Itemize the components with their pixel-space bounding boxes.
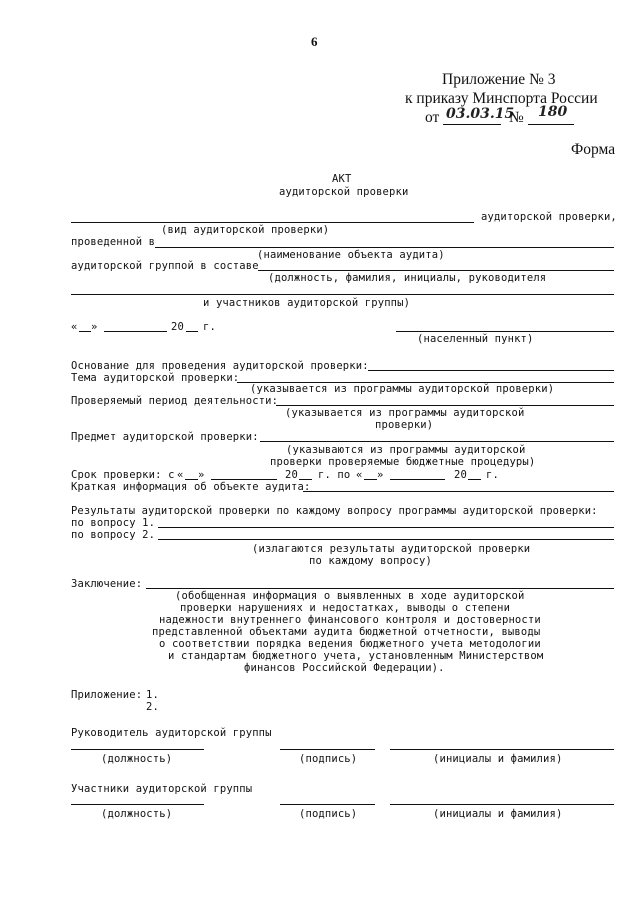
basis-label: Основание для проведения аудиторской проверки: (71, 360, 369, 372)
term-end-year-prefix: 20 (454, 469, 467, 481)
object-name-line (155, 247, 614, 248)
date-close-quote: » (91, 321, 98, 333)
audit-check-suffix: аудиторской проверки, (481, 211, 617, 223)
participants-position-line (71, 804, 204, 805)
conclusion-line (146, 588, 614, 589)
leader-position-line (71, 749, 204, 750)
term-to-label: г. по (318, 469, 351, 481)
date-year-suffix: г. (203, 321, 216, 333)
conclusion-caption-4: представленной объектами аудита бюджетной отчетности, выводы (152, 626, 541, 638)
conducted-in-label: проведенной в (71, 236, 156, 248)
leader-signature-caption: (подпись) (299, 753, 358, 765)
object-name-caption: (наименование объекта аудита) (257, 249, 445, 261)
topic-label: Тема аудиторской проверки: (71, 372, 240, 384)
results-caption-1: (излагаются результаты аудиторской проверки (252, 543, 531, 555)
form-label: Форма (571, 141, 616, 158)
participants-line (71, 294, 614, 295)
participants-name-line (390, 804, 614, 805)
conclusion-caption-3: надежности внутреннего финансового контроля и достоверности (159, 614, 541, 626)
conclusion-label: Заключение: (71, 578, 143, 590)
date-open-quote: « (71, 321, 78, 333)
leader-name-line (390, 749, 614, 750)
date-year-prefix: 20 (171, 321, 184, 333)
participants-name-caption: (инициалы и фамилия) (433, 808, 563, 820)
brief-info-label: Краткая информация об объекте аудита: (71, 481, 311, 493)
term-start-open-quote: « (177, 469, 184, 481)
order-number-line (528, 124, 574, 125)
group-composition-label: аудиторской группой в составе (71, 260, 259, 272)
participants-signature-caption: (подпись) (299, 808, 358, 820)
period-caption-1: (указывается из программы аудиторской (285, 407, 525, 419)
date-day-line (79, 331, 91, 332)
conclusion-caption-5: о соответствии порядка ведения бюджетного учета методологии (159, 638, 541, 650)
question-1-line (158, 527, 614, 528)
order-number-handwritten: 180 (538, 104, 568, 120)
results-caption-2: по каждому вопросу) (309, 555, 432, 567)
attachment-2: 2. (146, 701, 159, 713)
term-label: Срок проверки: с (71, 469, 175, 481)
act-title: АКТ (332, 173, 352, 185)
participants-signature-line (280, 804, 375, 805)
subject-line (260, 441, 614, 442)
basis-line (368, 370, 614, 371)
leader-position-caption: (должность) (101, 753, 173, 765)
attachment-label: Приложение: (71, 689, 143, 701)
brief-info-line (303, 491, 614, 492)
order-date-handwritten: 03.03.15 (446, 106, 515, 122)
question-1-label: по вопросу 1. (71, 517, 156, 529)
leader-signature-line (280, 749, 375, 750)
conclusion-caption-2: проверки нарушениях и недостатках, выводы о степени (180, 602, 511, 614)
subject-caption-1: (указываются из программы аудиторской (286, 444, 526, 456)
term-start-year-line (299, 479, 312, 480)
audit-type-caption: (вид аудиторской проверки) (161, 224, 330, 236)
conclusion-caption-1: (обобщенная информация о выявленных в ходе аудиторской (175, 590, 525, 602)
conclusion-caption-6: и стандартам бюджетного учета, установленным Министерством (168, 650, 544, 662)
attachment-1: 1. (146, 689, 159, 701)
term-start-day-line (185, 479, 198, 480)
term-end-open-quote: « (356, 469, 363, 481)
leader-caption: (должность, фамилия, инициалы, руководителя (268, 272, 547, 284)
term-end-month-line (390, 479, 445, 480)
term-end-close-quote: » (377, 469, 384, 481)
term-end-day-line (364, 479, 377, 480)
order-reference: к приказу Минспорта России (405, 90, 598, 107)
topic-caption: (указывается из программы аудиторской проверки) (250, 383, 555, 395)
order-number-prefix: № (509, 109, 524, 126)
period-caption-2: проверки) (375, 419, 434, 431)
question-2-line (158, 539, 614, 540)
order-date-prefix: от (425, 109, 440, 126)
participants-position-caption: (должность) (101, 808, 173, 820)
date-year-line (186, 331, 198, 332)
subject-label: Предмет аудиторской проверки: (71, 431, 259, 443)
term-start-close-quote: » (198, 469, 205, 481)
participants-heading: Участники аудиторской группы (71, 783, 253, 795)
results-heading: Результаты аудиторской проверки по каждому вопросу программы аудиторской проверки: (71, 505, 598, 517)
term-start-year-prefix: 20 (285, 469, 298, 481)
period-line (276, 405, 614, 406)
act-subtitle: аудиторской проверки (279, 186, 409, 198)
term-start-month-line (211, 479, 277, 480)
subject-caption-2: проверки проверяемые бюджетные процедуры) (270, 456, 536, 468)
group-composition-line (258, 270, 614, 271)
participants-caption: и участников аудиторской группы) (203, 297, 411, 309)
leader-name-caption: (инициалы и фамилия) (433, 753, 563, 765)
question-2-label: по вопросу 2. (71, 529, 156, 541)
term-end-year-suffix: г. (486, 469, 499, 481)
settlement-line (396, 331, 614, 332)
settlement-caption: (населенный пункт) (417, 333, 534, 345)
order-date-line (443, 124, 501, 125)
conclusion-caption-7: финансов Российской Федерации). (244, 662, 445, 674)
page-number: 6 (311, 34, 318, 49)
term-end-year-line (468, 479, 481, 480)
audit-type-line (71, 222, 474, 223)
leader-heading: Руководитель аудиторской группы (71, 727, 272, 739)
appendix-heading: Приложение № 3 (442, 71, 556, 88)
period-label: Проверяемый период деятельности: (71, 395, 279, 407)
date-month-line (104, 331, 167, 332)
